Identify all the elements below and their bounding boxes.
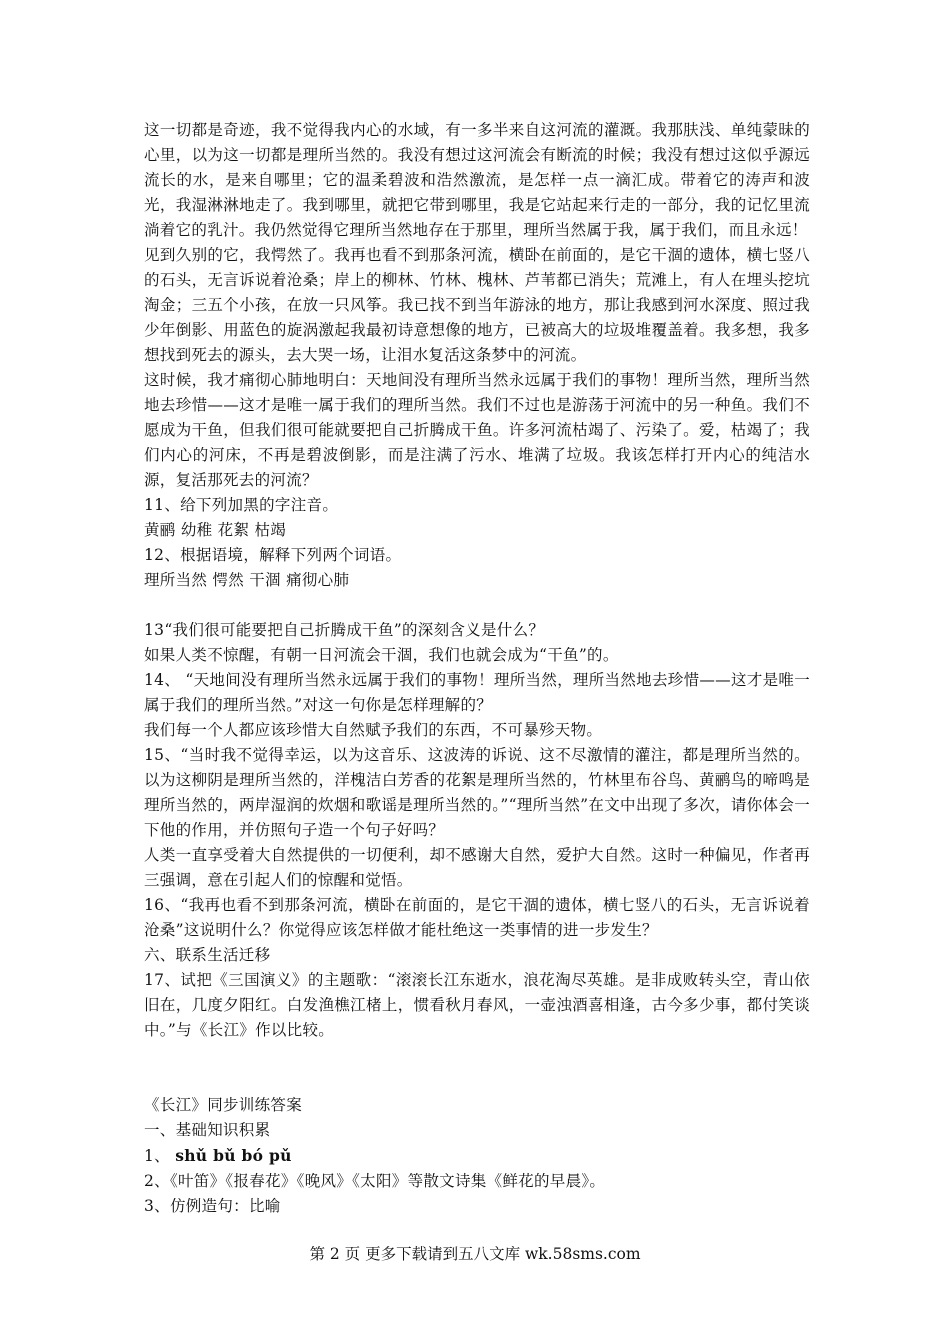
question-15: 15、“当时我不觉得幸运，以为这音乐、这波涛的诉说、这不尽激情的灌注，都是理所当然的。以为这柳阴是理所当然的，洋槐洁白芳香的花絮是理所当然的，竹林里布谷鸟、黄鹂鸟的啼鸣是理所当然的，两岸湿润的炊烟和歌谣是理所当然的。”“理所当然”在文中出现了多次，请你体会一下他的作用，并仿照句子造一个句子好吗？ — [144, 746, 810, 839]
question-12-words: 理所当然 愕然 干涸 痛彻心肺 — [144, 571, 350, 589]
passage-paragraph-1: 这一切都是奇迹，我不觉得我内心的水域，有一多半来自这河流的灌溉。我那肤浅、单纯蒙昧的心里，以为这一切都是理所当然的。我没有想过这河流会有断流的时候；我没有想过这似乎源远流长的水，是来自哪里；它的温柔碧波和浩然激流，是怎样一点一滴汇成。带着它的涛声和波光，我湿淋淋地走了。我到哪里，就把它带到哪里，我是它站起来行走的一部分，我的记忆里流淌着它的乳汁。我仍然觉得它理所当然地存在于那里，理所当然属于我，属于我们，而且永远！ — [144, 121, 810, 239]
passage-paragraph-3: 这时候，我才痛彻心肺地明白：天地间没有理所当然永远属于我们的事物！理所当然，理所当然地去珍惜——这才是唯一属于我们的理所当然。我们不过也是游荡于河流中的另一种鱼。我们不愿成为干鱼，但我们很可能就要把自己折腾成干鱼。许多河流枯竭了、污染了。爱，枯竭了；我们内心的河床，不再是碧波倒影，而是注满了污水、堆满了垃圾。我该怎样打开内心的纯洁水源，复活那死去的河流？ — [144, 371, 810, 489]
question-12: 12、根据语境，解释下列两个词语。 — [144, 546, 402, 564]
answer-1-label: 1、 — [144, 1147, 176, 1165]
answer-15: 人类一直享受着大自然提供的一切便利，却不感谢大自然，爱护大自然。这时一种偏见，作者再三强调，意在引起人们的惊醒和觉悟。 — [144, 846, 810, 889]
answers-section-1-heading: 一、基础知识积累 — [144, 1121, 271, 1139]
answer-3: 3、仿例造句：比喻 — [144, 1197, 281, 1215]
answer-14: 我们每一个人都应该珍惜大自然赋予我们的东西，不可暴殄天物。 — [144, 721, 603, 739]
answer-1 — [144, 1143, 810, 1169]
page-footer: 第 2 页 更多下载请到五八文库 wk.58sms.com — [309, 1245, 641, 1263]
question-16: 16、“我再也看不到那条河流，横卧在前面的，是它干涸的遗体，横七竖八的石头，无言诉说着沧桑”这说明什么？你觉得应该怎样做才能杜绝这一类事情的进一步发生？ — [144, 896, 810, 939]
question-11: 11、给下列加黑的字注音。 — [144, 496, 339, 514]
question-14: 14、 “天地间没有理所当然永远属于我们的事物！理所当然，理所当然地去珍惜——这才是唯一属于我们的理所当然。”对这一句你是怎样理解的？ — [144, 671, 810, 714]
question-13: 13“我们很可能要把自己折腾成干鱼”的深刻含义是什么？ — [144, 621, 545, 639]
blank-line — [144, 593, 810, 618]
answer-2: 2、《叶笛》《报春花》《晚风》《太阳》等散文诗集《鲜花的早晨》。 — [144, 1172, 606, 1190]
blank-lines — [144, 1043, 810, 1093]
answers-title: 《长江》同步训练答案 — [144, 1096, 303, 1114]
answer-13: 如果人类不惊醒，有朝一日河流会干涸，我们也就会成为“干鱼”的。 — [144, 646, 619, 664]
question-11-words: 黄鹂 幼稚 花絮 枯竭 — [144, 521, 287, 539]
question-17: 17、试把《三国演义》的主题歌：“滚滚长江东逝水，浪花淘尽英雄。是非成败转头空，青山依旧在，几度夕阳红。白发渔樵江楮上，惯看秋月春风，一壶浊酒喜相逢，古今多少事，都付笑谈中。”与《长江》作以比较。 — [144, 971, 810, 1039]
section-6-heading: 六、联系生活迁移 — [144, 946, 271, 964]
passage-paragraph-2: 见到久别的它，我愕然了。我再也看不到那条河流，横卧在前面的，是它干涸的遗体，横七竖八的石头，无言诉说着沧桑；岸上的柳林、竹林、槐林、芦苇都已消失；荒滩上，有人在埋头挖坑淘金；三五个小孩，在放一只风筝。我已找不到当年游泳的地方，那让我感到河水深度、照过我少年倒影、用蓝色的旋涡激起我最初诗意想像的地方，已被高大的垃圾堆覆盖着。我多想，我多想找到死去的源头，去大哭一场，让泪水复活这条梦中的河流。 — [144, 246, 810, 364]
document-body — [144, 118, 810, 1219]
answer-1-pinyin: shǔ bǔ bó pǔ — [175, 1146, 292, 1165]
